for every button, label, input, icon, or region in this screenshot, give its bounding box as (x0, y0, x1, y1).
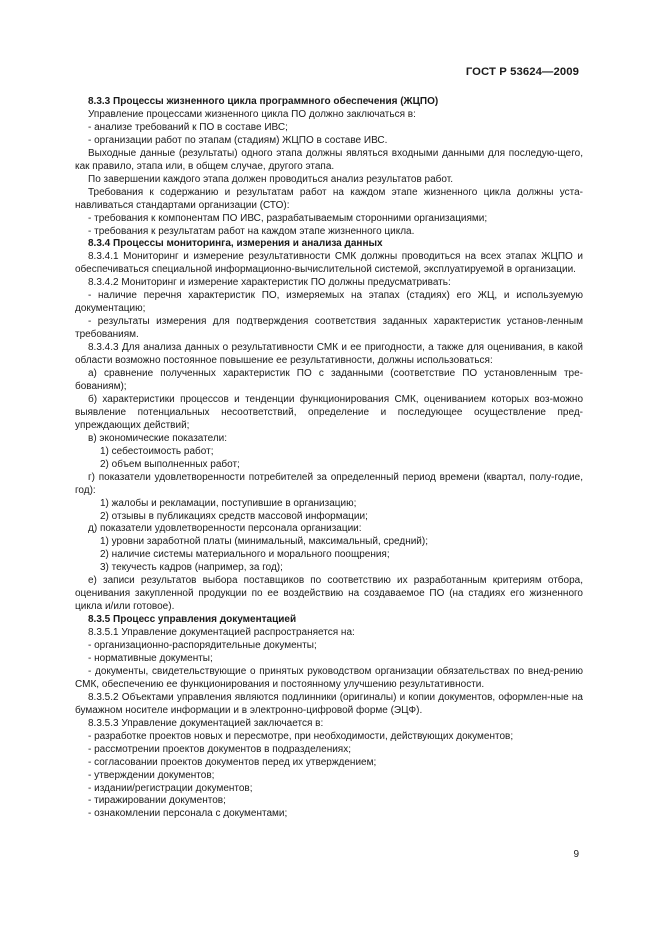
list-item: г) показатели удовлетворенности потребителей за определенный период времени (квартал, полу-годие, год): (75, 471, 583, 496)
list-item: д) показатели удовлетворенности персонала организации: (88, 523, 362, 535)
paragraph: 8.3.4.3 Для анализа данных о результативности СМК и ее пригодности, а также для оценивания, в какой области возможно постоянное повышение ее результативности, должны использоваться: (75, 342, 583, 367)
paragraph: Управление процессами жизненного цикла ПО должно заключаться в: (88, 108, 416, 120)
list-item: - нормативные документы; (88, 652, 213, 664)
list-item: - организационно-распорядительные документы; (88, 640, 317, 652)
sub-list-item: 1) жалобы и рекламации, поступившие в организацию; (100, 497, 357, 509)
sub-list-item: 1) себестоимость работ; (100, 445, 214, 457)
sub-list-item: 2) отзывы в публикациях средств массовой информации; (100, 510, 368, 522)
list-item: - документы, свидетельствующие о принятых руководством организации обязательствах по внед-рению СМК, обеспечению ее функционирования и постоянному улучшению результативности. (75, 665, 583, 690)
paragraph: По завершении каждого этапа должен проводиться анализ результатов работ. (88, 173, 453, 185)
paragraph: Требования к содержанию и результатам работ на каждом этапе жизненного цикла должны уста-навливаться стандартами организации (СТО): (75, 186, 583, 211)
paragraph: 8.3.5.1 Управление документацией распространяется на: (88, 627, 355, 639)
list-item: - утверждении документов; (88, 769, 215, 781)
paragraph: 8.3.4.2 Мониторинг и измерение характеристик ПО должны предусматривать: (88, 277, 451, 289)
list-item: - анализе требований к ПО в составе ИВС; (88, 121, 288, 133)
section-heading: 8.3.3 Процессы жизненного цикла программного обеспечения (ЖЦПО) (88, 96, 439, 107)
paragraph: 8.3.4.1 Мониторинг и измерение результативности СМК должны проводиться на всех этапах ЖЦПО и обеспечиваться специальной информационно-вычислительной системой, эксплуатируемой в организации. (75, 251, 583, 276)
sub-list-item: 1) уровни заработной платы (минимальный, максимальный, средний); (100, 536, 429, 548)
document-body (75, 96, 583, 821)
list-item: - требования к компонентам ПО ИВС, разрабатываемым сторонними организациями; (88, 212, 488, 224)
list-item: в) экономические показатели: (88, 432, 228, 444)
standard-header: ГОСТ Р 53624—2009 (465, 66, 579, 78)
list-item: е) записи результатов выбора поставщиков по соответствию их разработанным критериям отбора, оценивания закупленной продукции по ее воздействию на создаваемое ПО (на стадиях его жизненного цикла и/или готовое). (75, 575, 583, 613)
list-item: - организации работ по этапам (стадиям) ЖЦПО в составе ИВС. (88, 134, 388, 146)
page-number: 9 (573, 849, 579, 860)
sub-list-item: 2) наличие системы материального и морального поощрения; (100, 549, 390, 561)
sub-list-item: 2) объем выполненных работ; (100, 458, 240, 470)
list-item: - результаты измерения для подтверждения соответствия заданных характеристик установ-ленным требованиям. (75, 316, 583, 341)
list-item: - наличие перечня характеристик ПО, измеряемых на этапах (стадиях) его ЖЦ, и используемую документацию; (75, 290, 583, 315)
list-item: - согласовании проектов документов перед их утверждением; (88, 756, 377, 768)
sub-list-item: 3) текучесть кадров (например, за год); (100, 562, 283, 574)
list-item: - издании/регистрации документов; (88, 782, 253, 794)
paragraph: 8.3.5.2 Объектами управления являются подлинники (оригиналы) и копии документов, оформлен-ные на бумажном носителе информации и в электронно-цифровой форме (ЭЦФ). (75, 691, 583, 716)
list-item: - тиражировании документов; (88, 795, 226, 807)
paragraph: 8.3.5.3 Управление документацией заключается в: (88, 717, 324, 729)
list-item: - рассмотрении проектов документов в подразделениях; (88, 743, 352, 755)
paragraph: Выходные данные (результаты) одного этапа должны являться входными данными для последую-щего, как правило, этапа или, в общем случае, другого этапа. (75, 147, 583, 172)
list-item: - ознакомлении персонала с документами; (88, 808, 288, 820)
list-item: б) характеристики процессов и тенденции функционирования СМК, оцениванием которых воз-можно выявление потенциальных несоответствий, определение и последующее осуществление пред-упреждающих действий; (75, 393, 583, 431)
section-heading: 8.3.4 Процессы мониторинга, измерения и анализа данных (88, 238, 383, 250)
section-heading: 8.3.5 Процесс управления документацией (88, 614, 297, 626)
list-item: - требования к результатам работ на каждом этапе жизненного цикла. (88, 225, 415, 237)
list-item: а) сравнение полученных характеристик ПО с заданными (соответствие ПО установленным тре-бованиям); (75, 368, 583, 392)
list-item: - разработке проектов новых и пересмотре, при необходимости, действующих документов; (88, 730, 514, 742)
